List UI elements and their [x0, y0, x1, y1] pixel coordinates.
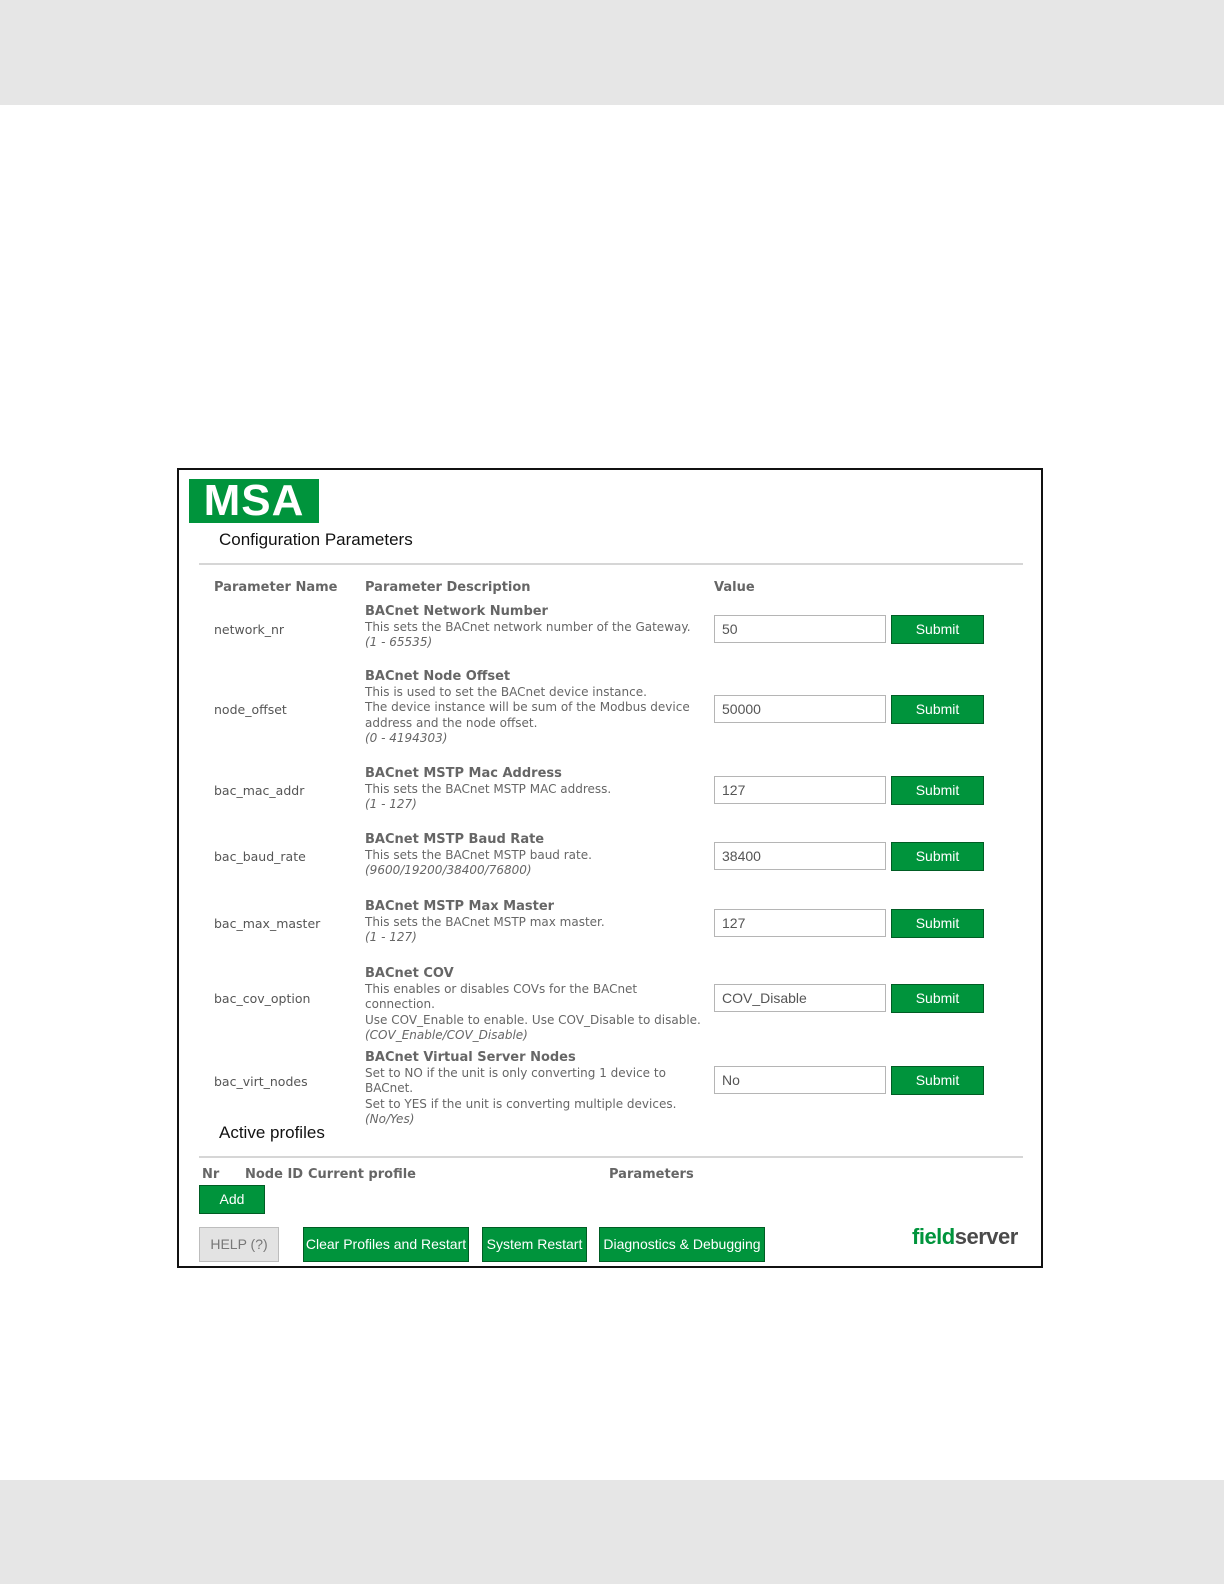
- value-input-node-offset[interactable]: 50000: [714, 695, 886, 723]
- param-name: bac_mac_addr: [214, 783, 305, 798]
- config-divider: [199, 563, 1023, 565]
- param-description: [365, 669, 710, 747]
- param-description: [365, 1050, 715, 1128]
- col-header-parameters: Parameters: [609, 1167, 694, 1182]
- col-header-nr: Nr: [202, 1167, 220, 1182]
- msa-logo: MSA: [189, 479, 319, 523]
- fieldserver-logo: [912, 1224, 1018, 1250]
- param-range: (COV_Enable/COV_Disable): [365, 1028, 528, 1043]
- value-input-bac-cov-option[interactable]: COV_Disable: [714, 984, 886, 1012]
- system-restart-button[interactable]: System Restart: [482, 1227, 587, 1262]
- fieldserver-logo-server: server: [954, 1224, 1018, 1249]
- fieldserver-logo-field: field: [912, 1224, 955, 1249]
- param-description: [365, 966, 710, 1044]
- param-desc-line: This sets the BACnet network number of the Gateway.: [365, 619, 691, 634]
- submit-button-bac-baud-rate[interactable]: Submit: [891, 842, 984, 871]
- param-range: (1 - 127): [365, 930, 417, 945]
- param-range: (0 - 4194303): [365, 731, 448, 746]
- profiles-section-title: Active profiles: [219, 1123, 325, 1142]
- param-range: (9600/19200/38400/76800): [365, 863, 532, 878]
- param-name: bac_cov_option: [214, 991, 311, 1006]
- param-name: network_nr: [214, 622, 285, 637]
- col-header-parameter-name: Parameter Name: [214, 580, 338, 595]
- value-input-network-nr[interactable]: 50: [714, 615, 886, 643]
- param-range: (1 - 127): [365, 797, 417, 812]
- param-description: [365, 832, 710, 879]
- col-header-parameter-description: Parameter Description: [365, 580, 531, 595]
- param-name: bac_max_master: [214, 916, 321, 931]
- param-desc-line: This enables or disables COVs for the BACnet connection.: [365, 981, 638, 1012]
- param-title: BACnet MSTP Baud Rate: [365, 832, 545, 847]
- value-input-bac-baud-rate[interactable]: 38400: [714, 842, 886, 870]
- param-name: bac_virt_nodes: [214, 1074, 308, 1089]
- param-desc-line: Set to NO if the unit is only converting 1 device to BACnet.: [365, 1065, 666, 1096]
- submit-button-bac-max-master[interactable]: Submit: [891, 909, 984, 938]
- param-range: (No/Yes): [365, 1112, 415, 1127]
- help-button[interactable]: HELP (?): [199, 1227, 279, 1262]
- param-range: (1 - 65535): [365, 635, 433, 650]
- param-title: BACnet Network Number: [365, 604, 548, 619]
- bottom-margin-band: [0, 1480, 1224, 1584]
- col-header-node-id: Node ID: [245, 1167, 304, 1182]
- col-header-current-profile: Current profile: [308, 1167, 416, 1182]
- param-desc-line: address and the node offset.: [365, 715, 538, 730]
- param-description: [365, 766, 710, 813]
- param-desc-line: This sets the BACnet MSTP baud rate.: [365, 847, 592, 862]
- top-margin-band: [0, 0, 1224, 105]
- submit-button-node-offset[interactable]: Submit: [891, 695, 984, 724]
- add-profile-button[interactable]: Add: [199, 1185, 265, 1214]
- param-desc-line: The device instance will be sum of the Modbus device: [365, 700, 690, 715]
- col-header-value: Value: [714, 580, 755, 595]
- param-description: [365, 604, 710, 651]
- value-input-bac-virt-nodes[interactable]: No: [714, 1066, 886, 1094]
- diagnostics-debugging-button[interactable]: Diagnostics & Debugging: [599, 1227, 765, 1262]
- fieldserver-config-window: [177, 468, 1043, 1268]
- param-description: [365, 899, 710, 946]
- profiles-divider: [199, 1156, 1023, 1158]
- param-title: BACnet Node Offset: [365, 669, 511, 684]
- config-section-title: Configuration Parameters: [219, 530, 413, 549]
- submit-button-network-nr[interactable]: Submit: [891, 615, 984, 644]
- submit-button-bac-virt-nodes[interactable]: Submit: [891, 1066, 984, 1095]
- param-desc-line: This sets the BACnet MSTP max master.: [365, 914, 605, 929]
- param-title: BACnet Virtual Server Nodes: [365, 1050, 576, 1065]
- param-desc-line: Set to YES if the unit is converting multiple devices.: [365, 1096, 677, 1111]
- value-input-bac-mac-addr[interactable]: 127: [714, 776, 886, 804]
- submit-button-bac-cov-option[interactable]: Submit: [891, 984, 984, 1013]
- param-name: node_offset: [214, 702, 287, 717]
- param-desc-line: This sets the BACnet MSTP MAC address.: [365, 781, 612, 796]
- submit-button-bac-mac-addr[interactable]: Submit: [891, 776, 984, 805]
- param-title: BACnet COV: [365, 966, 454, 981]
- param-desc-line: Use COV_Enable to enable. Use COV_Disable to disable.: [365, 1012, 701, 1027]
- param-title: BACnet MSTP Max Master: [365, 899, 555, 914]
- param-title: BACnet MSTP Mac Address: [365, 766, 562, 781]
- clear-profiles-restart-button[interactable]: Clear Profiles and Restart: [303, 1227, 469, 1262]
- param-desc-line: This is used to set the BACnet device instance.: [365, 684, 647, 699]
- value-input-bac-max-master[interactable]: 127: [714, 909, 886, 937]
- param-name: bac_baud_rate: [214, 849, 306, 864]
